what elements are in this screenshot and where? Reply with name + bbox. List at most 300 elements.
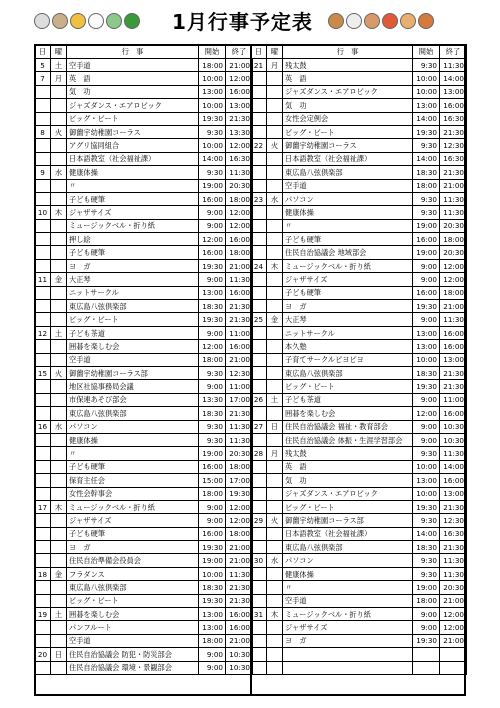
day-cell <box>251 85 267 98</box>
end-time-cell: 13:00 <box>440 85 467 98</box>
start-time-cell: 18:30 <box>199 407 226 420</box>
table-row <box>251 326 467 339</box>
event-cell: 空手道 <box>67 59 199 72</box>
day-cell <box>251 246 267 259</box>
table-row <box>251 340 467 353</box>
start-time-cell: 19:30 <box>199 313 226 326</box>
end-time-cell: 21:30 <box>440 366 467 379</box>
table-row <box>251 527 467 540</box>
start-time-cell: 9:00 <box>199 219 226 232</box>
day-cell <box>35 460 51 473</box>
table-row <box>35 366 253 379</box>
day-cell <box>35 85 51 98</box>
event-cell: 東広島八弦倶楽部 <box>283 166 413 179</box>
start-time-cell: 16:00 <box>199 460 226 473</box>
table-row <box>35 85 253 98</box>
table-row <box>35 273 253 286</box>
dow-header: 曜 <box>267 45 283 59</box>
rabbit-icon <box>88 13 104 29</box>
event-cell: 気 功 <box>283 99 413 112</box>
start-time-cell: 10:00 <box>413 85 440 98</box>
start-time-cell: 18:30 <box>199 300 226 313</box>
dow-cell <box>267 340 283 353</box>
event-cell: 残太鼓 <box>283 59 413 72</box>
end-time-cell: 16:00 <box>440 340 467 353</box>
start-time-cell: 19:00 <box>413 246 440 259</box>
event-cell: 子ども硬筆 <box>67 527 199 540</box>
end-time-cell: 11:30 <box>440 206 467 219</box>
dow-cell <box>51 447 67 460</box>
end-time-cell: 11:30 <box>440 59 467 72</box>
dow-cell <box>51 85 67 98</box>
event-cell: ヨ ガ <box>67 259 199 272</box>
dow-cell: 水 <box>267 192 283 205</box>
event-cell: 御薗宇幼稚園コーラス <box>67 125 199 138</box>
dow-cell <box>51 581 67 594</box>
start-time-cell: 9:30 <box>199 125 226 138</box>
event-cell: 子ども硬筆 <box>67 246 199 259</box>
dow-cell <box>51 433 67 446</box>
event-cell: 大正琴 <box>283 313 413 326</box>
table-row <box>35 219 253 232</box>
end-time-cell: 12:00 <box>440 621 467 634</box>
event-cell: ジャズダンス・エアロビック <box>283 85 413 98</box>
dow-cell <box>267 407 283 420</box>
end-time-cell: 21:30 <box>440 500 467 513</box>
event-cell: ミュージックベル・折り紙 <box>283 259 413 272</box>
end-time-cell: 19:30 <box>226 487 253 500</box>
table-row <box>35 192 253 205</box>
dow-cell: 日 <box>51 648 67 661</box>
day-cell <box>35 152 51 165</box>
end-time-cell: 12:00 <box>440 608 467 621</box>
dow-cell <box>267 581 283 594</box>
start-time-cell: 18:30 <box>413 166 440 179</box>
day-cell: 29 <box>251 514 267 527</box>
day-cell: 7 <box>35 72 51 85</box>
start-time-cell: 13:00 <box>413 99 440 112</box>
event-cell: 子ども硬筆 <box>283 286 413 299</box>
dow-cell <box>267 380 283 393</box>
table-row <box>35 541 253 554</box>
day-cell <box>251 581 267 594</box>
end-time-cell: 16:00 <box>226 286 253 299</box>
start-time-cell: 19:30 <box>413 500 440 513</box>
day-cell: 16 <box>35 420 51 433</box>
end-time-cell: 21:30 <box>226 594 253 607</box>
start-time-cell: 15:00 <box>199 474 226 487</box>
day-cell <box>251 112 267 125</box>
table-row <box>35 300 253 313</box>
dow-cell <box>51 634 67 647</box>
end-time-cell: 10:30 <box>226 648 253 661</box>
event-cell: 気 功 <box>67 85 199 98</box>
end-time-cell: 21:00 <box>226 541 253 554</box>
start-time-cell: 10:00 <box>199 99 226 112</box>
table-row <box>35 326 253 339</box>
end-time-cell: 21:00 <box>440 634 467 647</box>
event-cell: 子ども硬筆 <box>67 192 199 205</box>
start-time-cell: 19:00 <box>199 447 226 460</box>
table-row <box>251 259 467 272</box>
end-time-cell: 20:30 <box>226 179 253 192</box>
dow-cell: 火 <box>267 514 283 527</box>
event-cell: 住民自治協議会 福祉・教育部会 <box>283 420 413 433</box>
dow-cell <box>51 460 67 473</box>
dow-cell <box>267 474 283 487</box>
end-time-cell: 21:30 <box>226 300 253 313</box>
start-time-cell: 9:00 <box>413 313 440 326</box>
start-time-cell: 19:00 <box>413 581 440 594</box>
table-row <box>251 554 467 567</box>
end-time-cell: 12:00 <box>226 219 253 232</box>
dow-cell: 水 <box>51 420 67 433</box>
end-time-cell: 12:00 <box>226 500 253 513</box>
table-row <box>251 393 467 406</box>
dow-cell <box>51 259 67 272</box>
dow-cell <box>51 474 67 487</box>
table-row <box>251 59 467 72</box>
end-time-cell: 20:30 <box>226 447 253 460</box>
start-time-cell: 19:30 <box>413 125 440 138</box>
table-row <box>251 594 467 607</box>
horse-icon <box>328 13 344 29</box>
event-cell: 囲碁を楽しむ会 <box>67 608 199 621</box>
dow-cell: 土 <box>51 59 67 72</box>
dow-cell <box>51 179 67 192</box>
table-header <box>251 45 467 59</box>
table-row <box>251 407 467 420</box>
dow-cell <box>267 246 283 259</box>
dow-header: 曜 <box>51 45 67 59</box>
end-time-cell: 21:00 <box>440 594 467 607</box>
event-cell: ヨ ガ <box>283 634 413 647</box>
day-cell: 18 <box>35 567 51 580</box>
dow-cell <box>51 487 67 500</box>
day-cell <box>35 112 51 125</box>
day-cell <box>251 567 267 580</box>
event-cell: ミュージックベル・折り紙 <box>67 500 199 513</box>
table-row <box>251 99 467 112</box>
day-cell: 24 <box>251 259 267 272</box>
dow-cell <box>267 648 283 661</box>
table-header <box>35 45 253 59</box>
table-row <box>35 72 253 85</box>
event-cell: 住民自治協議会 地域部会 <box>283 246 413 259</box>
dow-cell <box>267 487 283 500</box>
start-time-cell: 13:00 <box>199 85 226 98</box>
end-time-cell: 16:00 <box>440 326 467 339</box>
start-time-cell: 19:30 <box>199 259 226 272</box>
event-cell: 英 語 <box>67 72 199 85</box>
table-row <box>251 179 467 192</box>
dow-cell <box>267 125 283 138</box>
table-row <box>35 179 253 192</box>
table-row <box>35 286 253 299</box>
day-cell <box>251 353 267 366</box>
end-time-cell: 12:00 <box>226 514 253 527</box>
end-time-cell: 21:00 <box>226 259 253 272</box>
start-time-cell: 19:30 <box>413 380 440 393</box>
day-cell <box>35 514 51 527</box>
start-time-cell: 10:00 <box>413 72 440 85</box>
event-cell: パソコン <box>283 192 413 205</box>
end-time-cell: 21:00 <box>226 59 253 72</box>
event-cell: 子ども硬筆 <box>283 233 413 246</box>
event-cell: 気 功 <box>283 474 413 487</box>
day-cell <box>251 621 267 634</box>
day-cell <box>251 407 267 420</box>
event-cell: 住民自治準備会役員会 <box>67 554 199 567</box>
dow-cell <box>267 594 283 607</box>
event-cell: 空手道 <box>283 594 413 607</box>
day-cell <box>251 219 267 232</box>
event-cell: 本久塾 <box>283 340 413 353</box>
dow-cell <box>51 152 67 165</box>
day-cell <box>35 246 51 259</box>
end-time-cell: 16:30 <box>440 152 467 165</box>
start-time-cell: 14:00 <box>199 152 226 165</box>
end-time-cell: 21:00 <box>440 300 467 313</box>
day-cell <box>35 661 51 674</box>
end-time-cell: 13:00 <box>440 487 467 500</box>
dow-cell <box>267 433 283 446</box>
event-cell: 地区社協事務局会議 <box>67 380 199 393</box>
end-time-cell: 10:30 <box>226 661 253 674</box>
schedule-table-right <box>250 44 467 675</box>
day-cell: 17 <box>35 500 51 513</box>
dow-cell <box>51 514 67 527</box>
end-time-cell: 11:30 <box>226 567 253 580</box>
dow-cell <box>51 353 67 366</box>
start-time-cell: 9:30 <box>413 554 440 567</box>
table-row <box>251 152 467 165</box>
event-cell: ジャザサイズ <box>67 206 199 219</box>
table-row <box>251 447 467 460</box>
table-row <box>251 514 467 527</box>
start-time-cell: 14:00 <box>413 152 440 165</box>
event-cell: 日本語教室（社会福祉課） <box>67 152 199 165</box>
start-time-cell: 13:00 <box>199 621 226 634</box>
end-time-cell: 17:00 <box>226 474 253 487</box>
end-time-cell: 12:30 <box>226 366 253 379</box>
day-header: 日 <box>251 45 267 59</box>
event-cell: ビッグ・ビート <box>283 380 413 393</box>
start-time-cell: 9:00 <box>413 259 440 272</box>
day-cell: 20 <box>35 648 51 661</box>
dow-cell <box>51 192 67 205</box>
event-cell: 住民自治協議会 環境・景観部会 <box>67 661 199 674</box>
event-cell: ヨ ガ <box>67 541 199 554</box>
dow-cell: 金 <box>51 273 67 286</box>
table-row <box>35 393 253 406</box>
day-cell: 8 <box>35 125 51 138</box>
day-cell: 10 <box>35 206 51 219</box>
table-row <box>35 433 253 446</box>
dow-cell <box>51 219 67 232</box>
dow-cell <box>51 112 67 125</box>
dow-cell: 土 <box>267 393 283 406</box>
start-time-cell: 9:30 <box>413 206 440 219</box>
dragon-icon <box>106 13 122 29</box>
end-time-cell: 14:00 <box>440 460 467 473</box>
table-row <box>35 353 253 366</box>
start-time-cell: 9:00 <box>413 608 440 621</box>
start-time-cell <box>413 661 440 674</box>
start-time-cell: 9:30 <box>413 192 440 205</box>
end-time-cell: 21:30 <box>226 112 253 125</box>
start-time-cell: 9:00 <box>413 393 440 406</box>
dow-cell <box>51 286 67 299</box>
end-time-cell: 21:30 <box>226 581 253 594</box>
end-time-cell: 16:00 <box>226 340 253 353</box>
event-cell: パソコン <box>283 554 413 567</box>
event-cell: 大正琴 <box>67 273 199 286</box>
event-cell: ジャズダンス・エアロビック <box>283 487 413 500</box>
day-cell <box>35 380 51 393</box>
day-cell <box>251 661 267 674</box>
dow-cell <box>267 99 283 112</box>
table-row <box>251 634 467 647</box>
event-cell: ビッグ・ビート <box>67 313 199 326</box>
day-cell: 25 <box>251 313 267 326</box>
day-cell: 31 <box>251 608 267 621</box>
end-time-cell: 21:30 <box>440 166 467 179</box>
day-cell <box>251 286 267 299</box>
start-time-cell: 18:30 <box>413 541 440 554</box>
table-row <box>35 527 253 540</box>
dow-cell <box>51 380 67 393</box>
end-time-cell: 10:30 <box>440 420 467 433</box>
start-time-cell: 9:00 <box>199 514 226 527</box>
event-cell: ニットサークル <box>67 286 199 299</box>
end-time-cell: 16:00 <box>226 233 253 246</box>
dow-cell <box>51 246 67 259</box>
event-cell: パソコン <box>67 420 199 433</box>
dow-cell <box>51 233 67 246</box>
event-cell: 健康体操 <box>283 567 413 580</box>
day-cell: 23 <box>251 192 267 205</box>
table-row <box>35 59 253 72</box>
event-cell: 残太鼓 <box>283 447 413 460</box>
event-cell: 健康体操 <box>67 433 199 446</box>
table-row <box>251 366 467 379</box>
table-row <box>35 487 253 500</box>
start-time-cell: 13:00 <box>413 474 440 487</box>
start-time-cell <box>413 648 440 661</box>
start-time-cell: 19:00 <box>199 554 226 567</box>
dow-cell <box>267 166 283 179</box>
dow-cell <box>51 661 67 674</box>
event-cell: ビッグ・ビート <box>67 112 199 125</box>
dow-cell: 木 <box>51 206 67 219</box>
start-time-cell: 9:30 <box>413 59 440 72</box>
start-time-cell: 9:00 <box>199 500 226 513</box>
day-cell <box>251 206 267 219</box>
event-cell: アグリ協同組合 <box>67 139 199 152</box>
event-cell: ビッグ・ビート <box>283 500 413 513</box>
table-row <box>35 567 253 580</box>
end-time-cell: 12:30 <box>440 514 467 527</box>
end-time-cell: 11:30 <box>440 192 467 205</box>
start-time-cell: 12:00 <box>413 407 440 420</box>
end-time-cell: 17:00 <box>226 393 253 406</box>
boar-icon <box>418 13 434 29</box>
event-cell: 英 語 <box>283 72 413 85</box>
dow-cell <box>267 366 283 379</box>
day-cell: 5 <box>35 59 51 72</box>
start-time-cell: 9:30 <box>199 433 226 446</box>
day-cell <box>251 541 267 554</box>
day-cell: 28 <box>251 447 267 460</box>
day-cell <box>35 313 51 326</box>
day-cell <box>251 594 267 607</box>
start-time-cell: 18:30 <box>413 366 440 379</box>
day-cell <box>35 259 51 272</box>
end-time-cell <box>440 661 467 674</box>
event-cell: 住民自治協議会 体振・生涯学習部会 <box>283 433 413 446</box>
event-cell: 英 語 <box>283 460 413 473</box>
table-row <box>35 206 253 219</box>
dow-cell: 火 <box>51 366 67 379</box>
dow-cell <box>267 460 283 473</box>
end-time-cell: 16:30 <box>440 112 467 125</box>
day-cell <box>251 634 267 647</box>
dow-cell: 木 <box>267 608 283 621</box>
dow-cell <box>51 407 67 420</box>
start-time-cell: 18:00 <box>413 179 440 192</box>
dow-cell <box>51 99 67 112</box>
event-cell: 女性会幹事会 <box>67 487 199 500</box>
dow-cell: 日 <box>267 420 283 433</box>
dow-cell <box>51 594 67 607</box>
end-time-cell: 12:30 <box>440 139 467 152</box>
header <box>0 0 500 44</box>
end-time-cell: 11:30 <box>440 567 467 580</box>
start-time-cell: 19:30 <box>413 634 440 647</box>
table-row <box>251 166 467 179</box>
day-cell <box>35 581 51 594</box>
start-time-cell: 10:00 <box>413 460 440 473</box>
dow-cell <box>51 340 67 353</box>
start-time-cell: 9:30 <box>199 366 226 379</box>
start-time-cell: 19:00 <box>199 179 226 192</box>
day-cell <box>251 233 267 246</box>
start-time-cell: 10:00 <box>199 139 226 152</box>
end-time-cell: 13:00 <box>440 353 467 366</box>
event-cell: 空手道 <box>67 634 199 647</box>
start-time-cell: 12:00 <box>199 233 226 246</box>
end-time-cell: 11:30 <box>226 420 253 433</box>
start-time-cell: 18:30 <box>199 581 226 594</box>
end-time-cell: 11:30 <box>440 313 467 326</box>
ox-icon <box>52 13 68 29</box>
start-time-cell: 18:00 <box>199 634 226 647</box>
day-cell <box>251 340 267 353</box>
table-row <box>35 447 253 460</box>
start-time-cell: 16:00 <box>199 527 226 540</box>
end-time-cell: 21:00 <box>226 353 253 366</box>
event-cell: 女性会定例会 <box>283 112 413 125</box>
dow-cell <box>267 152 283 165</box>
day-cell: 26 <box>251 393 267 406</box>
event-cell: フラダンス <box>67 567 199 580</box>
end-time-cell: 12:00 <box>226 139 253 152</box>
event-cell: 健康体操 <box>283 206 413 219</box>
end-time-cell: 18:00 <box>226 192 253 205</box>
event-cell: 御薗宇幼稚園コーラス部 <box>283 514 413 527</box>
dow-cell: 土 <box>51 326 67 339</box>
